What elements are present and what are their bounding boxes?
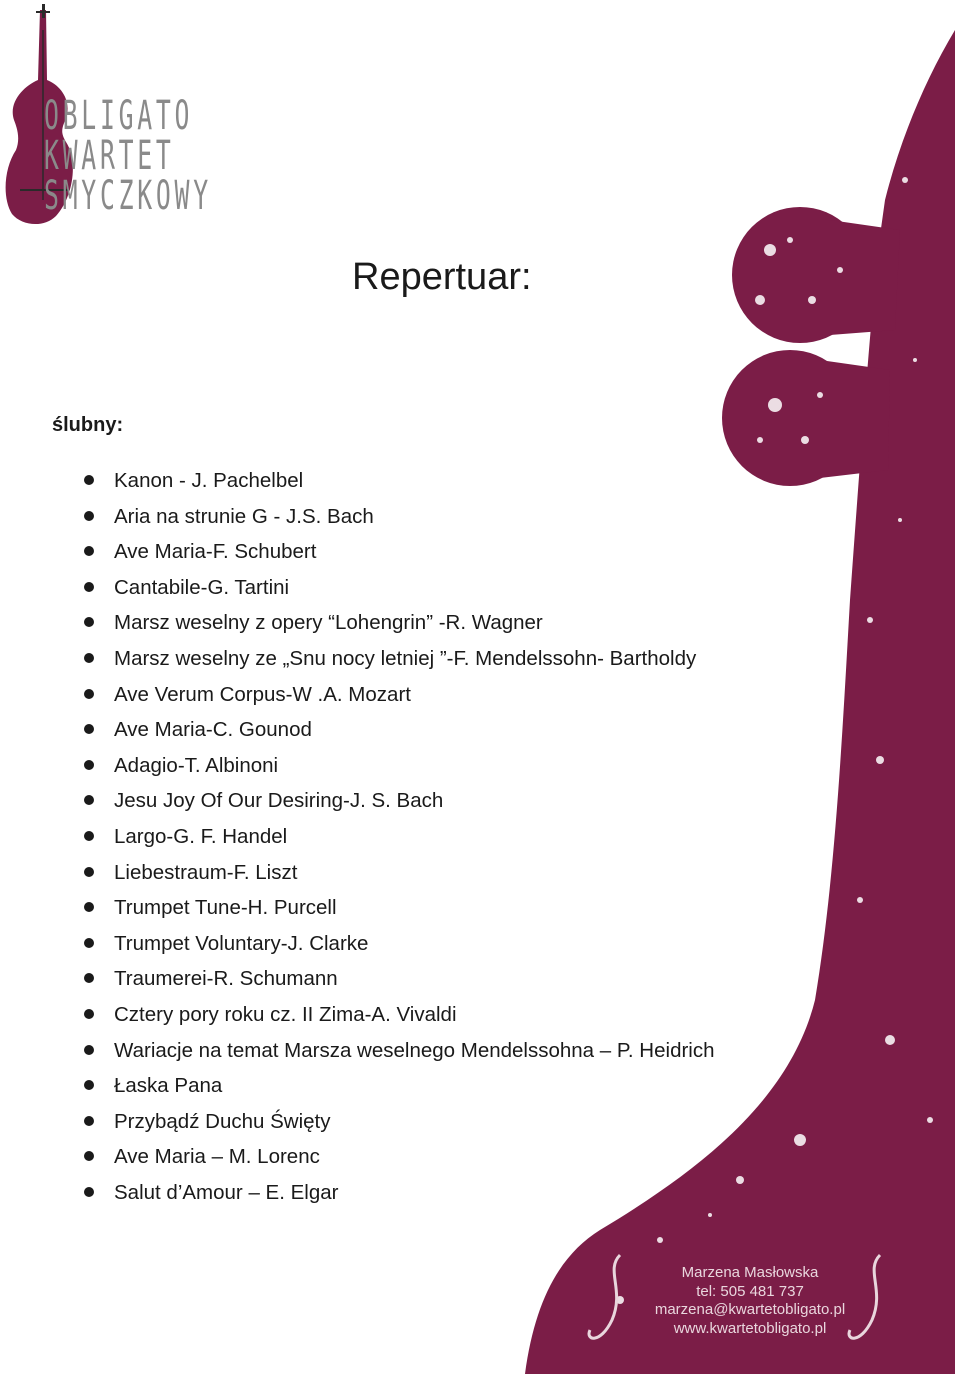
bullet-icon	[84, 1116, 94, 1126]
bullet-icon	[84, 1045, 94, 1055]
song-title: Przybądź Duchu Święty	[114, 1109, 331, 1133]
logo-line-smyczkowy: SMYCZKOWY	[44, 173, 212, 219]
song-title: Ave Maria-F. Schubert	[114, 540, 317, 564]
bullet-icon	[84, 546, 94, 556]
page-title: Repertuar:	[352, 256, 532, 298]
contact-email[interactable]: marzena@kwartetobligato.pl	[654, 1301, 846, 1318]
list-item	[0, 499, 715, 535]
song-title: Trumpet Tune-H. Purcell	[114, 896, 337, 920]
list-item	[0, 1175, 715, 1211]
list-item	[0, 1139, 715, 1175]
contact-phone: tel: 505 481 737	[696, 1282, 804, 1300]
list-item	[0, 961, 715, 997]
list-item	[0, 605, 715, 641]
section-label-wedding: ślubny:	[52, 414, 124, 436]
song-title: Ave Maria-C. Gounod	[114, 718, 312, 742]
list-item	[0, 712, 715, 748]
bullet-icon	[84, 511, 94, 521]
song-title: Salut d’Amour – E. Elgar	[114, 1180, 339, 1204]
list-item	[0, 997, 715, 1033]
song-title: Ave Maria – M. Lorenc	[114, 1145, 320, 1169]
song-title: Trumpet Voluntary-J. Clarke	[114, 931, 369, 955]
contact-block	[640, 1264, 860, 1338]
song-title: Wariacje na temat Marsza weselnego Mendelssohna – P. Heidrich	[114, 1038, 715, 1062]
logo-line-kwartet: KWARTET	[44, 133, 175, 179]
bullet-icon	[84, 1009, 94, 1019]
song-title: Marsz weselny z opery “Lohengrin” -R. Wagner	[114, 611, 543, 635]
list-item	[0, 570, 715, 606]
list-item	[0, 855, 715, 891]
bullet-icon	[84, 1080, 94, 1090]
bullet-icon	[84, 795, 94, 805]
bullet-icon	[84, 867, 94, 877]
list-item	[0, 890, 715, 926]
song-list	[0, 463, 715, 1210]
bullet-icon	[84, 724, 94, 734]
bullet-icon	[84, 689, 94, 699]
list-item	[0, 1104, 715, 1140]
song-title: Largo-G. F. Handel	[114, 824, 288, 848]
song-title: Aria na strunie G - J.S. Bach	[114, 504, 374, 528]
list-item	[0, 783, 715, 819]
bullet-icon	[84, 973, 94, 983]
song-title: Kanon - J. Pachelbel	[114, 469, 304, 492]
list-item	[0, 534, 715, 570]
song-title: Łaska Pana	[114, 1074, 223, 1098]
song-title: Ave Verum Corpus-W .A. Mozart	[114, 682, 411, 706]
list-item	[0, 1068, 715, 1104]
song-title: Liebestraum-F. Liszt	[114, 860, 298, 884]
bullet-icon	[84, 653, 94, 663]
contact-name: Marzena Masłowska	[681, 1264, 819, 1281]
bullet-icon	[84, 938, 94, 948]
song-title: Cantabile-G. Tartini	[114, 575, 290, 599]
list-item	[0, 1033, 715, 1069]
song-title: Traumerei-R. Schumann	[114, 967, 338, 991]
list-item	[0, 641, 715, 677]
song-title: Jesu Joy Of Our Desiring-J. S. Bach	[114, 789, 444, 813]
song-title: Adagio-T. Albinoni	[114, 753, 279, 777]
bullet-icon	[84, 617, 94, 627]
list-item	[0, 748, 715, 784]
list-item	[0, 926, 715, 962]
bullet-icon	[84, 475, 94, 485]
bullet-icon	[84, 1187, 94, 1197]
violin-peg-stem-lower	[820, 360, 890, 478]
song-title: Marsz weselny ze „Snu nocy letniej ”-F. Mendelssohn- Bartholdy	[114, 646, 697, 670]
list-item	[0, 677, 715, 713]
bullet-icon	[84, 831, 94, 841]
contact-website[interactable]: www.kwartetobligato.pl	[673, 1319, 827, 1337]
violin-peg-stem-upper	[830, 220, 900, 335]
brand-logo	[0, 0, 260, 240]
list-item	[0, 819, 715, 855]
logo-line-obligato: OBLIGATO	[44, 93, 194, 139]
bullet-icon	[84, 902, 94, 912]
list-item	[0, 463, 715, 499]
bullet-icon	[84, 1151, 94, 1161]
song-title: Cztery pory roku cz. II Zima-A. Vivaldi	[114, 1002, 457, 1026]
bullet-icon	[84, 582, 94, 592]
bullet-icon	[84, 760, 94, 770]
